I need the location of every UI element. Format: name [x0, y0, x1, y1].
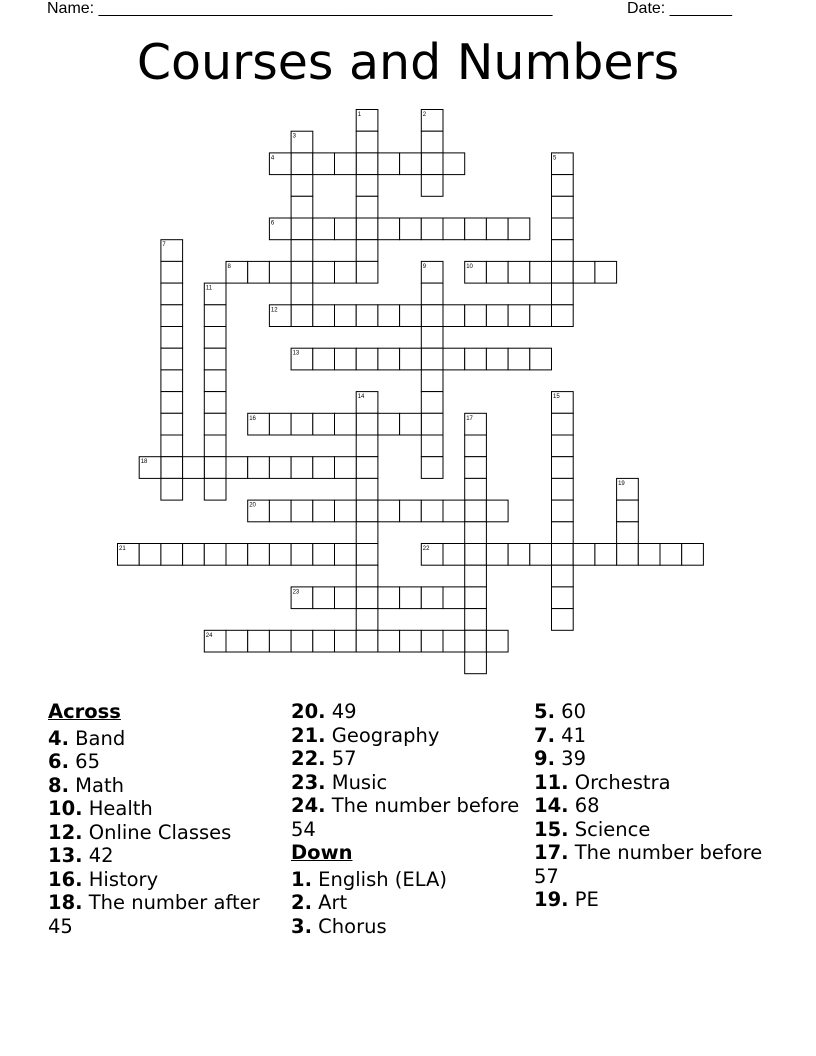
- grid-cell[interactable]: [508, 218, 530, 240]
- grid-cell[interactable]: [421, 587, 443, 609]
- grid-cell[interactable]: [465, 630, 487, 652]
- grid-clue-number: 11: [205, 285, 213, 292]
- grid-cell[interactable]: [552, 218, 574, 240]
- clue-item: [534, 771, 769, 795]
- clue-number: 15.: [534, 817, 569, 841]
- grid-cell[interactable]: [552, 478, 574, 500]
- grid-cell[interactable]: [356, 630, 378, 652]
- grid-cell[interactable]: [313, 348, 335, 370]
- grid-cell[interactable]: [248, 261, 270, 283]
- grid-cell[interactable]: [530, 305, 552, 327]
- grid-clue-number: 5: [553, 155, 557, 162]
- grid-cell[interactable]: [378, 630, 400, 652]
- clue-item: [534, 888, 769, 912]
- grid-cell[interactable]: [335, 457, 357, 479]
- grid-cell[interactable]: [378, 153, 400, 175]
- clue-item: [48, 891, 283, 938]
- clue-item: [534, 724, 769, 748]
- grid-cell[interactable]: [595, 261, 617, 283]
- grid-cell[interactable]: [204, 478, 226, 500]
- grid-cell[interactable]: [530, 348, 552, 370]
- clue-number: 12.: [48, 820, 83, 844]
- grid-cell[interactable]: [356, 240, 378, 262]
- grid-cell[interactable]: [269, 630, 291, 652]
- grid-cell[interactable]: [291, 500, 313, 522]
- clue-item: [48, 868, 283, 892]
- grid-cell[interactable]: [139, 544, 161, 566]
- grid-cell[interactable]: [421, 457, 443, 479]
- grid-cell[interactable]: [465, 565, 487, 587]
- clue-number: 11.: [534, 770, 569, 794]
- grid-cell[interactable]: [552, 565, 574, 587]
- grid-cell[interactable]: [356, 457, 378, 479]
- down-clue-list: [291, 868, 526, 939]
- clue-item: [534, 818, 769, 842]
- clues-column-1: [48, 700, 283, 938]
- across-heading: Across: [48, 700, 121, 723]
- clue-text: Science: [568, 817, 651, 841]
- grid-cell[interactable]: [356, 153, 378, 175]
- grid-cell[interactable]: [617, 544, 639, 566]
- grid-cell[interactable]: [161, 435, 183, 457]
- grid-cell[interactable]: [552, 283, 574, 305]
- grid-cell[interactable]: [378, 348, 400, 370]
- grid-cell[interactable]: [291, 240, 313, 262]
- grid-cell[interactable]: [269, 261, 291, 283]
- grid-cell[interactable]: [378, 218, 400, 240]
- clue-text: Chorus: [311, 914, 387, 938]
- clue-text: 42: [82, 844, 114, 867]
- grid-cell[interactable]: [421, 283, 443, 305]
- clue-item: [291, 891, 526, 915]
- clue-number: 24.: [291, 794, 326, 817]
- grid-cell[interactable]: [465, 435, 487, 457]
- clue-text: Orchestra: [568, 770, 671, 794]
- clue-number: 19.: [534, 888, 569, 911]
- clue-number: 6.: [48, 750, 69, 773]
- grid-cell[interactable]: [552, 522, 574, 544]
- grid-cell[interactable]: [356, 522, 378, 544]
- grid-cell[interactable]: [660, 544, 682, 566]
- grid-cell[interactable]: [465, 652, 487, 674]
- grid-cell[interactable]: [248, 544, 270, 566]
- grid-cell[interactable]: [183, 457, 205, 479]
- grid-clue-number: 3: [292, 133, 296, 140]
- grid-cell[interactable]: [421, 153, 443, 175]
- grid-cell[interactable]: [356, 565, 378, 587]
- grid-cell[interactable]: [335, 261, 357, 283]
- clue-text: English (ELA): [311, 867, 447, 891]
- grid-clue-number: 17: [466, 415, 473, 422]
- clue-number: 3.: [291, 914, 312, 938]
- grid-cell[interactable]: [226, 630, 248, 652]
- grid-cell[interactable]: [356, 609, 378, 631]
- grid-cell[interactable]: [335, 630, 357, 652]
- grid-cell[interactable]: [161, 261, 183, 283]
- grid-clue-number: 12: [270, 307, 278, 314]
- grid-cell[interactable]: [313, 457, 335, 479]
- clue-number: 22.: [291, 747, 326, 770]
- grid-cell[interactable]: [313, 305, 335, 327]
- grid-cell[interactable]: [291, 283, 313, 305]
- clue-text: Art: [311, 891, 348, 914]
- grid-cell[interactable]: [421, 413, 443, 435]
- grid-cell[interactable]: [248, 630, 270, 652]
- grid-cell[interactable]: [465, 305, 487, 327]
- grid-cell[interactable]: [421, 327, 443, 349]
- clue-item: [48, 774, 283, 798]
- grid-cell[interactable]: [486, 305, 508, 327]
- grid-cell[interactable]: [291, 457, 313, 479]
- grid-cell[interactable]: [335, 500, 357, 522]
- grid-cell[interactable]: [443, 218, 465, 240]
- grid-cell[interactable]: [356, 175, 378, 197]
- clue-item: [534, 747, 769, 771]
- clue-text: Health: [82, 797, 153, 820]
- grid-cell[interactable]: [356, 478, 378, 500]
- clue-number: 7.: [534, 723, 555, 747]
- grid-cell[interactable]: [552, 196, 574, 218]
- grid-cell[interactable]: [269, 500, 291, 522]
- clue-number: 18.: [48, 891, 83, 914]
- grid-cell[interactable]: [421, 630, 443, 652]
- grid-cell[interactable]: [552, 587, 574, 609]
- grid-cell[interactable]: [183, 544, 205, 566]
- clue-text: 60: [554, 700, 586, 723]
- clue-number: 16.: [48, 867, 83, 891]
- clue-number: 23.: [291, 770, 326, 794]
- grid-clue-number: 14: [357, 394, 365, 401]
- grid-cell[interactable]: [486, 218, 508, 240]
- clue-number: 13.: [48, 844, 83, 867]
- clues-column-3: [534, 700, 769, 912]
- grid-cell[interactable]: [573, 544, 595, 566]
- grid-cell[interactable]: [530, 544, 552, 566]
- grid-cell[interactable]: [443, 305, 465, 327]
- grid-cell[interactable]: [335, 544, 357, 566]
- grid-cell[interactable]: [486, 630, 508, 652]
- clue-item: [291, 700, 526, 724]
- grid-cell[interactable]: [356, 413, 378, 435]
- grid-cell[interactable]: [335, 348, 357, 370]
- clue-text: PE: [568, 888, 599, 911]
- grid-cell[interactable]: [291, 261, 313, 283]
- grid-cell[interactable]: [486, 348, 508, 370]
- grid-clue-number: 10: [466, 263, 473, 270]
- grid-cell[interactable]: [465, 544, 487, 566]
- clue-item: [534, 700, 769, 724]
- grid-cell[interactable]: [421, 218, 443, 240]
- grid-cell[interactable]: [291, 305, 313, 327]
- grid-cell[interactable]: [595, 544, 617, 566]
- down-heading: Down: [291, 841, 353, 864]
- date-field-label: Date: _______: [627, 0, 732, 17]
- grid-cell[interactable]: [421, 348, 443, 370]
- clue-number: 10.: [48, 797, 83, 820]
- grid-clue-number: 19: [618, 480, 625, 487]
- clue-text: 65: [68, 750, 100, 773]
- clue-text: The number before 54: [291, 794, 520, 841]
- clue-item: [291, 724, 526, 748]
- clue-item: [291, 868, 526, 892]
- clue-text: Band: [68, 726, 126, 750]
- grid-cell[interactable]: [530, 261, 552, 283]
- grid-cell[interactable]: [638, 544, 660, 566]
- grid-cell[interactable]: [356, 305, 378, 327]
- grid-cell[interactable]: [291, 153, 313, 175]
- grid-cell[interactable]: [400, 305, 422, 327]
- grid-cell[interactable]: [400, 153, 422, 175]
- clue-item: [534, 794, 769, 818]
- grid-cell[interactable]: [552, 305, 574, 327]
- grid-cell[interactable]: [552, 240, 574, 262]
- grid-cell[interactable]: [313, 587, 335, 609]
- clue-text: History: [82, 867, 159, 891]
- grid-cell[interactable]: [335, 153, 357, 175]
- clue-item: [48, 844, 283, 868]
- grid-cell[interactable]: [313, 544, 335, 566]
- grid-cell[interactable]: [486, 261, 508, 283]
- grid-cell[interactable]: [465, 457, 487, 479]
- grid-clue-number: 16: [249, 415, 256, 422]
- grid-cell[interactable]: [552, 544, 574, 566]
- clue-text: Geography: [325, 723, 440, 747]
- grid-cell[interactable]: [443, 153, 465, 175]
- grid-clue-number: 1: [357, 112, 362, 118]
- grid-cell[interactable]: [161, 457, 183, 479]
- grid-clue-number: 22: [422, 546, 430, 552]
- clue-text: 41: [554, 723, 586, 747]
- grid-cell[interactable]: [421, 370, 443, 392]
- grid-clue-number: 23: [292, 589, 300, 596]
- grid-cell[interactable]: [161, 348, 183, 370]
- grid-cell[interactable]: [378, 305, 400, 327]
- grid-cell[interactable]: [465, 609, 487, 631]
- clue-number: 5.: [534, 700, 555, 723]
- grid-cell[interactable]: [400, 587, 422, 609]
- grid-cell[interactable]: [552, 500, 574, 522]
- clue-number: 21.: [291, 723, 326, 747]
- grid-cell[interactable]: [313, 413, 335, 435]
- grid-cell[interactable]: [313, 261, 335, 283]
- grid-clue-number: 13: [292, 350, 300, 357]
- grid-cell[interactable]: [313, 500, 335, 522]
- grid-cell[interactable]: [291, 218, 313, 240]
- grid-cell[interactable]: [161, 478, 183, 500]
- grid-cell[interactable]: [335, 413, 357, 435]
- grid-cell[interactable]: [400, 348, 422, 370]
- grid-clue-number: 7: [162, 242, 166, 249]
- grid-cell[interactable]: [400, 218, 422, 240]
- down-clue-list-continued: [534, 700, 769, 912]
- clue-text: 68: [568, 794, 600, 817]
- grid-cell[interactable]: [291, 544, 313, 566]
- grid-cell[interactable]: [313, 630, 335, 652]
- grid-cell[interactable]: [552, 175, 574, 197]
- clue-text: The number before 57: [534, 841, 763, 888]
- clue-item: [48, 797, 283, 821]
- grid-cell[interactable]: [552, 261, 574, 283]
- clue-text: Music: [325, 770, 388, 794]
- grid-cell[interactable]: [161, 544, 183, 566]
- grid-cell[interactable]: [421, 392, 443, 414]
- grid-cell[interactable]: [204, 413, 226, 435]
- clue-text: 57: [325, 747, 357, 770]
- grid-clue-number: 6: [270, 220, 275, 227]
- page-title: Courses and Numbers: [136, 34, 680, 91]
- grid-cell[interactable]: [378, 500, 400, 522]
- clue-number: 14.: [534, 794, 569, 817]
- clue-number: 2.: [291, 891, 312, 914]
- grid-cell[interactable]: [443, 500, 465, 522]
- clue-item: [291, 771, 526, 795]
- clue-number: 17.: [534, 841, 569, 864]
- grid-clue-number: 2: [422, 112, 427, 118]
- clue-text: 39: [554, 747, 586, 770]
- grid-cell[interactable]: [552, 413, 574, 435]
- clue-text: The number after 45: [48, 891, 260, 938]
- grid-cell[interactable]: [552, 435, 574, 457]
- grid-cell[interactable]: [291, 413, 313, 435]
- grid-cell[interactable]: [617, 500, 639, 522]
- grid-cell[interactable]: [291, 630, 313, 652]
- grid-cell[interactable]: [465, 478, 487, 500]
- clue-number: 1.: [291, 867, 312, 891]
- clue-item: [291, 915, 526, 939]
- clue-number: 20.: [291, 700, 326, 723]
- grid-cell[interactable]: [400, 630, 422, 652]
- grid-cell[interactable]: [378, 587, 400, 609]
- grid-cell[interactable]: [508, 348, 530, 370]
- grid-cell[interactable]: [356, 500, 378, 522]
- grid-cell[interactable]: [465, 587, 487, 609]
- grid-clue-number: 9: [422, 263, 427, 270]
- grid-cell[interactable]: [291, 175, 313, 197]
- grid-cell[interactable]: [508, 305, 530, 327]
- grid-cell[interactable]: [443, 544, 465, 566]
- grid-cell[interactable]: [356, 196, 378, 218]
- grid-cell[interactable]: [465, 522, 487, 544]
- grid-clue-number: 24: [205, 632, 213, 639]
- across-clue-list: [48, 727, 283, 939]
- grid-cell[interactable]: [465, 218, 487, 240]
- grid-cell[interactable]: [356, 348, 378, 370]
- grid-clue-number: 20: [249, 502, 256, 509]
- grid-cell[interactable]: [313, 153, 335, 175]
- grid-cell[interactable]: [204, 544, 226, 566]
- grid-cell[interactable]: [335, 305, 357, 327]
- grid-cell[interactable]: [161, 370, 183, 392]
- grid-cell[interactable]: [400, 500, 422, 522]
- grid-cell[interactable]: [204, 327, 226, 349]
- grid-cell[interactable]: [552, 609, 574, 631]
- grid-cell[interactable]: [552, 457, 574, 479]
- grid-cell[interactable]: [682, 544, 704, 566]
- grid-cell[interactable]: [465, 348, 487, 370]
- grid-cell[interactable]: [378, 413, 400, 435]
- grid-cell[interactable]: [356, 435, 378, 457]
- grid-clue-number: 15: [553, 394, 560, 401]
- grid-cell[interactable]: [617, 522, 639, 544]
- grid-cell[interactable]: [161, 283, 183, 305]
- clue-item: [534, 841, 769, 888]
- grid-cell[interactable]: [443, 348, 465, 370]
- grid-cell[interactable]: [465, 500, 487, 522]
- clue-text: Math: [68, 773, 124, 797]
- grid-cell[interactable]: [356, 261, 378, 283]
- grid-cell[interactable]: [443, 630, 465, 652]
- clue-item: [48, 727, 283, 751]
- grid-cell[interactable]: [204, 392, 226, 414]
- clue-number: 9.: [534, 747, 555, 770]
- grid-cell[interactable]: [204, 348, 226, 370]
- grid-clue-number: 21: [119, 546, 126, 552]
- clue-item: [48, 821, 283, 845]
- grid-cell[interactable]: [421, 500, 443, 522]
- grid-cell[interactable]: [226, 457, 248, 479]
- grid-clue-number: 18: [140, 459, 148, 466]
- clue-item: [291, 747, 526, 771]
- clue-text: 49: [325, 700, 357, 723]
- grid-cell[interactable]: [400, 413, 422, 435]
- grid-cell[interactable]: [161, 392, 183, 414]
- grid-cell[interactable]: [421, 175, 443, 197]
- grid-cell[interactable]: [421, 435, 443, 457]
- clue-number: 4.: [48, 726, 69, 750]
- grid-clue-number: 8: [227, 263, 231, 270]
- grid-cell[interactable]: [508, 261, 530, 283]
- grid-cell[interactable]: [356, 544, 378, 566]
- grid-cell[interactable]: [486, 544, 508, 566]
- grid-cell[interactable]: [204, 457, 226, 479]
- grid-cell[interactable]: [204, 305, 226, 327]
- name-field-label: Name: ___________________________________________________: [47, 0, 553, 17]
- grid-cell[interactable]: [573, 261, 595, 283]
- clue-item: [291, 794, 526, 841]
- grid-cell[interactable]: [356, 587, 378, 609]
- grid-cell[interactable]: [269, 413, 291, 435]
- grid-cell[interactable]: [421, 305, 443, 327]
- grid-cell[interactable]: [335, 218, 357, 240]
- grid-cell[interactable]: [291, 196, 313, 218]
- grid-cell[interactable]: [161, 327, 183, 349]
- grid-cell[interactable]: [508, 544, 530, 566]
- grid-clue-number: 4: [270, 155, 275, 162]
- clues-column-2: [291, 700, 526, 938]
- grid-cell[interactable]: [356, 218, 378, 240]
- grid-cell[interactable]: [486, 500, 508, 522]
- clue-text: Online Classes: [82, 820, 232, 844]
- grid-cell[interactable]: [421, 131, 443, 153]
- grid-cell[interactable]: [356, 131, 378, 153]
- clue-number: 8.: [48, 773, 69, 797]
- across-clue-list-continued: [291, 700, 526, 841]
- grid-cell[interactable]: [248, 457, 270, 479]
- clue-item: [48, 750, 283, 774]
- grid-cell[interactable]: [313, 218, 335, 240]
- grid-cell[interactable]: [161, 305, 183, 327]
- grid-cell[interactable]: [269, 544, 291, 566]
- grid-cell[interactable]: [204, 370, 226, 392]
- grid-cell[interactable]: [161, 413, 183, 435]
- grid-cell[interactable]: [335, 587, 357, 609]
- grid-cell[interactable]: [269, 457, 291, 479]
- grid-cell[interactable]: [443, 587, 465, 609]
- grid-cell[interactable]: [204, 435, 226, 457]
- grid-cell[interactable]: [226, 544, 248, 566]
